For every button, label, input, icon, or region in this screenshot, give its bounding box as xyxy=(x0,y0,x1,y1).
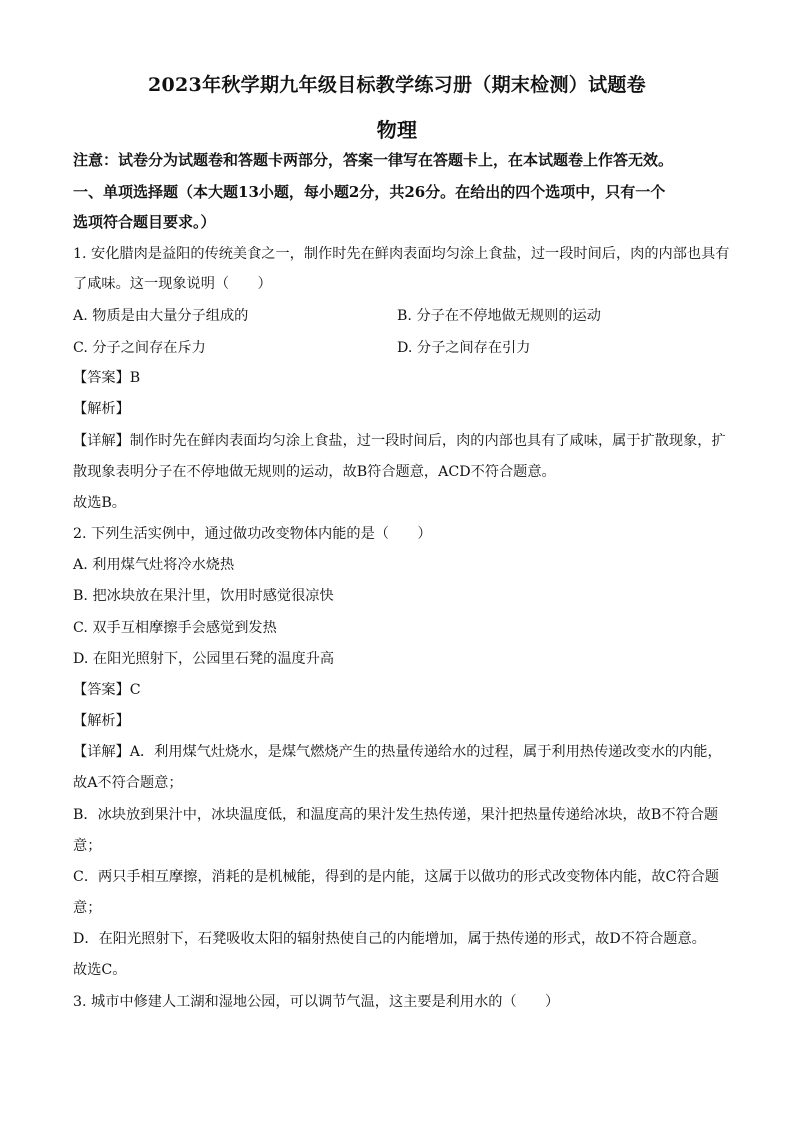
q1-detail-line2: 散现象表明分子在不停地做无规则的运动，故B符合题意，ACD不符合题意。 xyxy=(73,464,556,480)
q2-stem: 2. 下列生活实例中，通过做功改变物体内能的是（ ） xyxy=(73,526,432,542)
q2-option-c: C. 双手互相摩擦手会感觉到发热 xyxy=(73,620,277,636)
section-heading-line2: 选项符合题目要求。） xyxy=(73,213,216,231)
q2-option-b: B. 把冰块放在果汁里，饮用时感觉很凉快 xyxy=(73,588,334,604)
q1-analysis-label: 【解析】 xyxy=(73,401,130,417)
q2-detail-line7: D．在阳光照射下，石凳吸收太阳的辐射热使自己的内能增加，属于热传递的形式，故D不符合题意。 xyxy=(73,931,706,947)
q1-option-c: C. 分子之间存在斥力 xyxy=(73,340,206,356)
q2-detail-line6: 意； xyxy=(73,900,102,916)
section-heading-line1: 一、单项选择题（本大题13小题，每小题2分，共26分。在给出的四个选项中，只有一个 xyxy=(73,183,666,201)
q2-detail-line4: 意； xyxy=(73,838,102,854)
q1-option-b: B. 分子在不停地做无规则的运动 xyxy=(397,308,601,324)
q2-analysis-label: 【解析】 xyxy=(73,713,130,729)
q1-option-d: D. 分子之间存在引力 xyxy=(397,340,531,356)
q2-detail-line5: C．两只手相互摩擦，消耗的是机械能，得到的是内能，这属于以做功的形式改变物体内能，故C符合题 xyxy=(73,869,719,885)
q2-option-a: A. 利用煤气灶将冷水烧热 xyxy=(73,557,235,573)
q1-option-a: A. 物质是由大量分子组成的 xyxy=(73,308,249,324)
q1-stem-line1: 1. 安化腊肉是益阳的传统美食之一，制作时先在鲜肉表面均匀涂上食盐，过一段时间后，肉的内部也具有 xyxy=(73,246,730,262)
q2-answer: 【答案】C xyxy=(73,682,141,698)
q1-answer: 【答案】B xyxy=(73,370,141,386)
q1-detail-line1: 【详解】制作时先在鲜肉表面均匀涂上食盐，过一段时间后，肉的内部也具有了咸味，属于扩散现象，扩 xyxy=(73,433,726,449)
q1-conclusion: 故选B。 xyxy=(73,495,126,511)
q2-detail-line2: 故A不符合题意； xyxy=(73,775,183,791)
subject-title: 物理 xyxy=(376,118,418,142)
q2-option-d: D. 在阳光照射下，公园里石凳的温度升高 xyxy=(73,651,335,667)
q1-stem-line2: 了咸味。这一现象说明（ ） xyxy=(73,276,272,292)
q2-detail-line3: B．冰块放到果汁中，冰块温度低，和温度高的果汁发生热传递，果汁把热量传递给冰块，故B不符合题 xyxy=(73,807,719,823)
q2-detail-line1: 【详解】A．利用煤气灶烧水，是煤气燃烧产生的热量传递给水的过程，属于利用热传递改变水的内能， xyxy=(73,744,722,760)
q2-conclusion: 故选C。 xyxy=(73,962,127,978)
q3-stem: 3. 城市中修建人工湖和湿地公园，可以调节气温，这主要是利用水的（ ） xyxy=(73,994,560,1010)
exam-title: 2023年秋学期九年级目标教学练习册（期末检测）试题卷 xyxy=(148,74,646,96)
notice-text: 注意：试卷分为试题卷和答题卡两部分，答案一律写在答题卡上，在本试题卷上作答无效。 xyxy=(73,151,674,169)
